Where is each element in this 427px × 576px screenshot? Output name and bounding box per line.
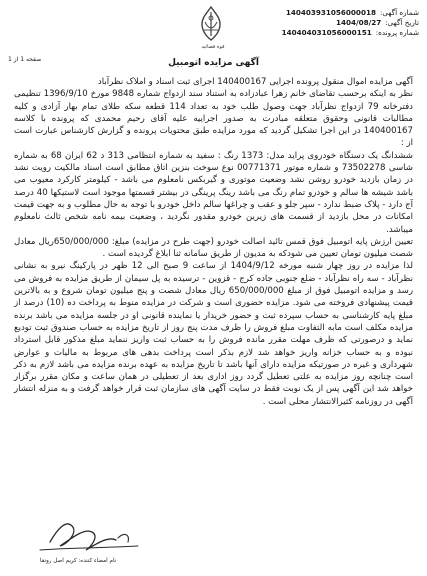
ad-number-label: شماره آگهی: (379, 8, 419, 17)
emblem-caption: قوه قضائیه (201, 44, 225, 50)
date-row (189, 18, 419, 28)
ad-number-row (189, 8, 419, 18)
notice-body (14, 76, 413, 408)
case-number-value: 140404031056000151 (281, 28, 372, 37)
body-paragraph-valuation: تعیین ارزش پایه اتومبیل فوق قمس تائید اصالت خودرو (جهت طرح در مزایده) مبلغ: 650/000/000ریال معادل شصت میلیون تومان تعیین می شودکه به مدیون از طریق سامانه ثنا ابلاغ گردیده است . (14, 236, 413, 260)
case-number-row (189, 28, 419, 38)
case-number-label: شماره پرونده: (375, 28, 419, 37)
body-paragraph-heading: آگهی مزایده اموال منقول پرونده اجرایی 140400167 اجرای ثبت اسناد و املاک نظرآباد (97, 77, 413, 87)
body-paragraph-auction-terms: لذا مزایده در روز چهار شنبه مورخه 1404/9/12 از ساعت 9 صبح الی 12 ظهر در پارکینگ نیرو به نشانی نظرآباد - سه راه نظرآباد - ضلع جنوبی جاده کرج - قزوین - ترسیده به پل سیمان از طریق مزایده به فروش می رسد و مزایده اتومبیل فوق از مبلغ 650/000/000 ریال معادل شصت و پنج میلیون تومان شروع و به بالاترین قیمت پیشنهادی فروخته می شود. مزایده حضوری است و شرکت در مزایده منوط به پرداخت ده (10) درصد از مبلغ پایه کارشناسی به حساب سپرده ثبت و حضور خریدار یا نماینده قانونی او در جلسه مزایده می باشد برنده مزایده مکلف است مابه التفاوت مبلغ فروش را ظرف مدت پنج روز از تاریخ مزایده به حساب صندوق ثبت تودیع نماید و درصورتی که ظرف مهلت مقرر مانده فروش را به حساب ثبت واریز ننماید مبلغ مذکور قابل استرداد نبوده و به حساب خزانه واریز خواهد شد لازم بذکر است پرداخت بدهی های مربوط به مالیات و عوارض شهرداری و غیره در صورتیکه مزایده دارای آنها باشد تا تاریخ مزایده به عهده برنده مزایده می باشد لازم به ذکر است چنانچه روز مزایده به علتی تعطیل گردد روز اداری بعد از تعطیلی در همان ساعت و مکان مقرر برگزار خواهد شد این آگهی پس از یک نوبت فقط در سایت آگهی های سازمان ثبت قرار خواهد گرفت و به منزله انتشار آگهی در روزنامه کثیرالانتشار محلی است . (14, 261, 414, 407)
body-paragraph-case: نظر به اینکه برحسب تقاضای خانم زهرا عبادزاده به استناد سند ازدواج شماره 9848 مورخ 1396/9/10 تنظیمی دفترخانه 79 ازدواج نظرآباد جهت وصول طلب خود به تعداد 114 قطعه سکه طلای تمام بهار آزادی و کلیه مطالبات قانونی وحقوق متعلقه مبادرت به صدور اجراییه علیه آقای رحیم محمدی که پرونده با کلاسه 140400167 در این اجرا تشکیل گردید که مورد مزایده طبق محتویات پرونده و گزارش کارشناس عبارت است از : (14, 89, 414, 149)
date-label: تاریخ آگهی: (385, 18, 419, 27)
notice-metadata (189, 8, 419, 38)
page-indicator: صفحه 1 از 1 (8, 56, 42, 63)
notice-title: آگهی مزایده اتومبیل (168, 58, 259, 68)
signer-caption: نام امضاء کننده: کریم اصل رونقا (40, 558, 117, 564)
ad-number-value: 140403931056000018 (285, 8, 376, 17)
date-value: 1404/08/27 (336, 18, 382, 27)
body-paragraph-vehicle: ششدانگ یک دستگاه خودروی پراید مدل: 1373 رنگ : سفید به شماره انتظامی 313 د 62 ایران 68 به شماره شاسی 73502278 و شماره موتور 00771371 نوع سوخت بنزین اتاق مطابق است اسناد مالکیت رویت نشد در زمان بازدید خودرو روشن نشد وضعیت موتوری و گیربکس نامعلوم می باشد - کیلومتر کارکرد معیوب می باشد شیشه ها سالم و خودرو تمام رنگ می باشد رینگ پرینگی در بیشتر قسمتها موجود است لاستیکها 40 درصد آج دارد - پلاک ضبط ندارد - سپر جلو و عقب و چراغها سالم داخل خودرو با توجه به حال مطلوب و به جهت قیمت امکانات در محل بازدید از قسمت های زیرین خودرو مقدور نگردید ، وضعیت بیمه نامه شخص ثالث نامعلوم میباشد. (14, 150, 414, 235)
